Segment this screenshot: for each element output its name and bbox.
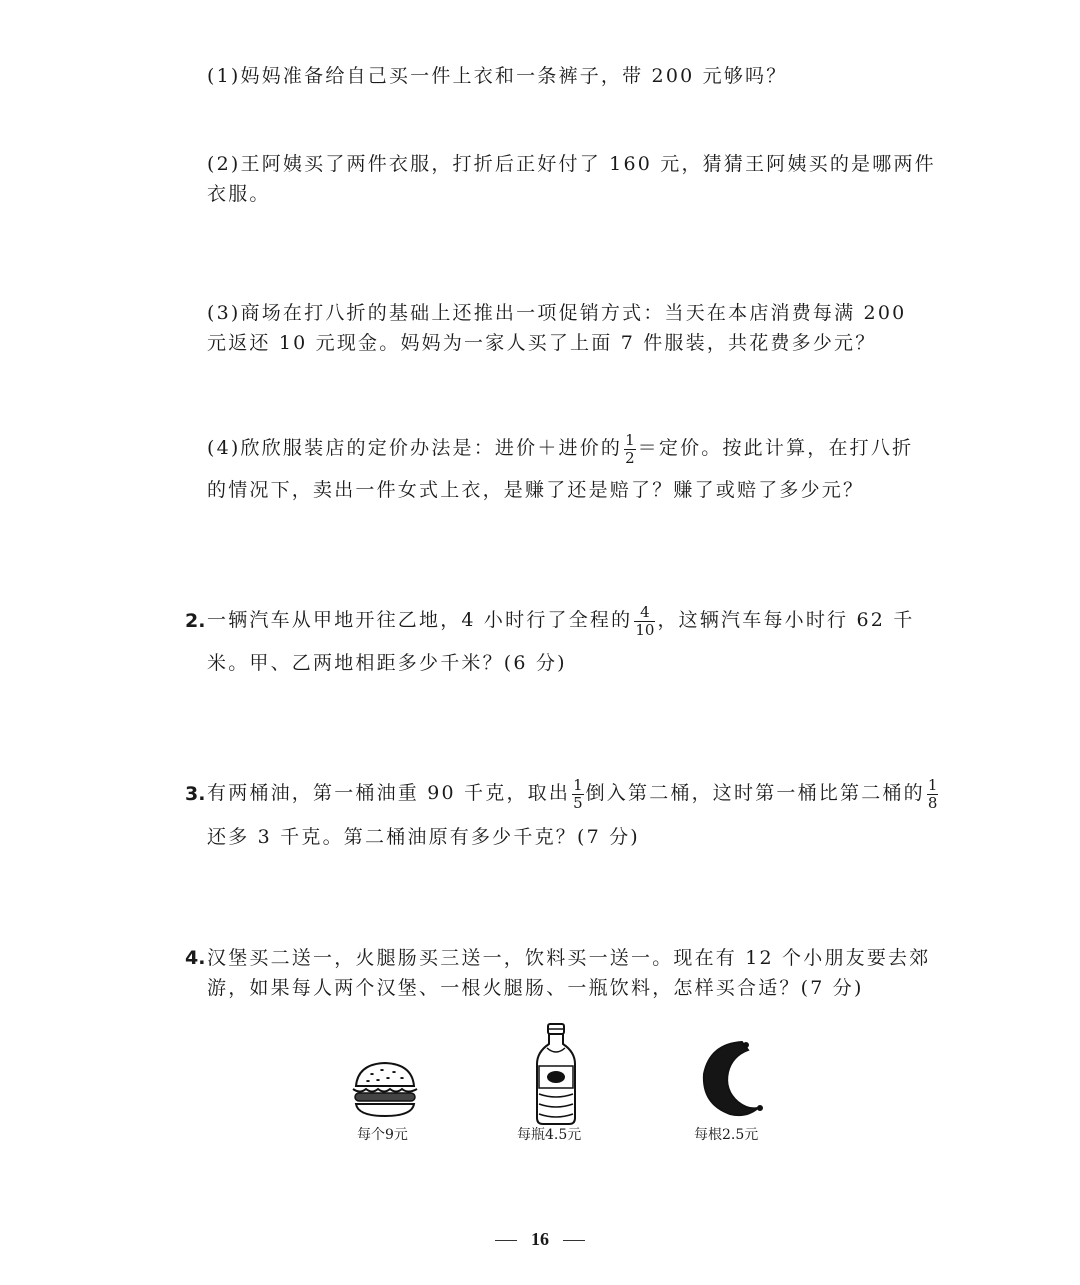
- q4-number: 4.: [185, 947, 206, 969]
- fraction-numerator: 1: [927, 775, 938, 794]
- q1-sub3-line2: 元返还 10 元现金。妈妈为一家人买了上面 7 件服装，共花费多少元？: [207, 332, 877, 354]
- fraction-numerator: 4: [634, 604, 655, 622]
- q3-mid: 倒入第二桶，这时第一桶比第二桶的: [585, 782, 925, 804]
- q1-sub4-post: ＝定价。按此计算，在打八折: [637, 437, 914, 459]
- q1-sub2-line2: 衣服。: [207, 183, 271, 205]
- fraction-numerator: 1: [573, 775, 583, 794]
- q1-sub4-pre: (4)欣欣服装店的定价办法是：进价＋进价的: [207, 437, 623, 459]
- q2-post: ，这辆汽车每小时行 62 千: [657, 609, 915, 631]
- bottle-icon: [531, 1022, 581, 1126]
- sausage-price: 每根2.5元: [694, 1127, 759, 1143]
- page-number-text: 16: [531, 1229, 549, 1249]
- fraction-four-tenths: [634, 604, 655, 639]
- fraction-denominator: 2: [625, 448, 635, 467]
- q2-pre: 一辆汽车从甲地开往乙地，4 小时行了全程的: [207, 609, 633, 631]
- q1-sub1: (1)妈妈准备给自己买一件上衣和一条裤子，带 200 元够吗？: [207, 65, 788, 87]
- footer-dash-left: [495, 1240, 517, 1241]
- q1-sub4-line1: [207, 430, 937, 466]
- fraction-denominator: 5: [573, 793, 583, 812]
- q2-number: 2.: [185, 610, 206, 632]
- q3-pre: 有两桶油，第一桶油重 90 千克，取出: [207, 782, 571, 804]
- q4-line2: 游，如果每人两个汉堡、一根火腿肠、一瓶饮料，怎样买合适？(7 分): [207, 977, 864, 999]
- fraction-numerator: 1: [625, 430, 635, 449]
- hamburger-icon: [350, 1058, 420, 1122]
- hamburger-price: 每个9元: [357, 1127, 408, 1143]
- fraction-one-half: [624, 432, 636, 467]
- q3-line1: [207, 773, 937, 813]
- q2-line1: [207, 600, 937, 640]
- fraction-one-fifth: [572, 777, 584, 812]
- q1-sub3-line1: (3)商场在打八折的基础上还推出一项促销方式：当天在本店消费每满 200: [207, 302, 907, 324]
- q3-line2: 还多 3 千克。第二桶油原有多少千克？(7 分): [207, 826, 640, 848]
- footer-dash-right: [563, 1240, 585, 1241]
- q3-number: 3.: [185, 783, 206, 805]
- fraction-one-eighth: [927, 777, 939, 812]
- fraction-denominator: 8: [927, 793, 938, 812]
- q2-line2: 米。甲、乙两地相距多少千米？(6 分): [207, 652, 567, 674]
- q4-line1: 汉堡买二送一，火腿肠买三送一，饮料买一送一。现在有 12 个小朋友要去郊: [207, 947, 931, 969]
- fraction-denominator: 10: [635, 620, 655, 639]
- q1-sub2-line1: (2)王阿姨买了两件衣服，打折后正好付了 160 元，猜猜王阿姨买的是哪两件: [207, 153, 936, 175]
- q1-sub4-line2: 的情况下，卖出一件女式上衣，是赚了还是赔了？赚了或赔了多少元？: [207, 479, 865, 501]
- bottle-price: 每瓶4.5元: [517, 1127, 582, 1143]
- page-number: [0, 1227, 1080, 1251]
- sausage-icon: [696, 1038, 768, 1120]
